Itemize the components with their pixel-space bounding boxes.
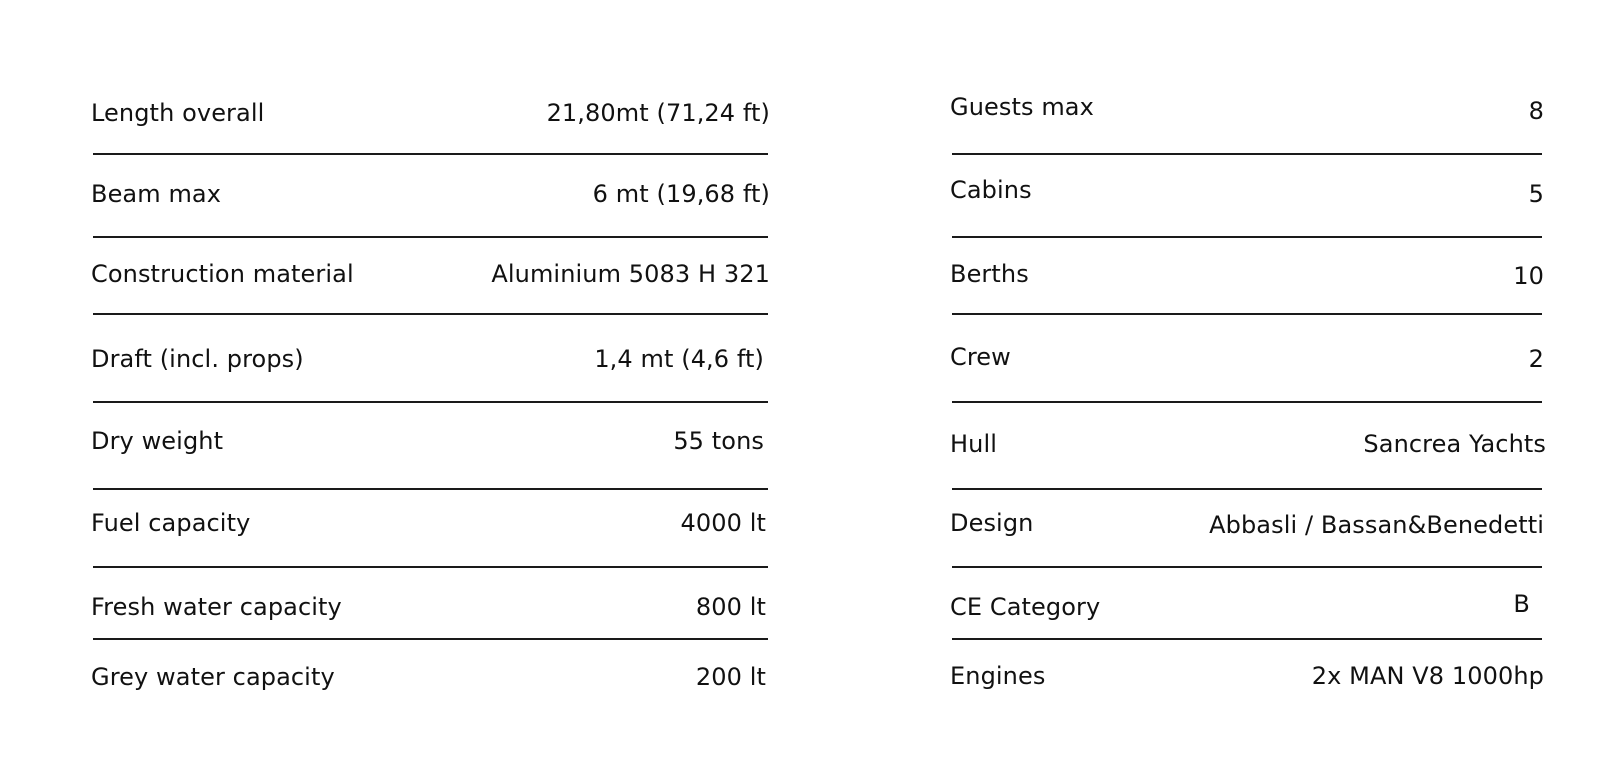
row-divider	[93, 153, 768, 155]
spec-value: Aluminium 5083 H 321	[491, 260, 770, 288]
spec-label: Construction material	[91, 260, 354, 288]
spec-row-dry-weight	[93, 421, 768, 461]
spec-value: 2x MAN V8 1000hp	[1311, 662, 1544, 690]
row-divider	[93, 638, 768, 640]
row-divider	[952, 401, 1542, 403]
spec-label: Hull	[950, 430, 997, 458]
spec-row-berths	[952, 254, 1542, 294]
row-divider	[93, 488, 768, 490]
spec-value: 800 lt	[695, 593, 766, 621]
spec-label: Crew	[950, 343, 1011, 371]
spec-value: 21,80mt (71,24 ft)	[546, 99, 770, 127]
spec-value: Abbasli / Bassan&Benedetti	[1209, 511, 1544, 539]
spec-label: Fresh water capacity	[91, 593, 342, 621]
row-divider	[952, 488, 1542, 490]
spec-row-fresh-water-capacity	[93, 587, 768, 627]
spec-label: Beam max	[91, 180, 222, 208]
spec-row-fuel-capacity	[93, 503, 768, 543]
spec-label: CE Category	[950, 593, 1101, 621]
spec-value: 5	[1528, 180, 1544, 208]
spec-label: Grey water capacity	[91, 663, 335, 691]
spec-value: 10	[1513, 262, 1544, 290]
spec-row-draft	[93, 339, 768, 379]
spec-row-crew	[952, 337, 1542, 377]
spec-value: 2	[1528, 345, 1544, 373]
spec-row-engines	[952, 656, 1542, 696]
spec-value: 4000 lt	[680, 509, 766, 537]
spec-label: Cabins	[950, 176, 1032, 204]
spec-value: 8	[1528, 97, 1544, 125]
spec-row-beam-max	[93, 174, 768, 214]
spec-label: Dry weight	[91, 427, 224, 455]
row-divider	[93, 566, 768, 568]
spec-value: Sancrea Yachts	[1363, 430, 1546, 458]
spec-row-design	[952, 503, 1542, 543]
spec-value: B	[1513, 590, 1530, 618]
row-divider	[952, 236, 1542, 238]
spec-value: 200 lt	[695, 663, 766, 691]
spec-label: Engines	[950, 662, 1046, 690]
spec-label: Guests max	[950, 93, 1094, 121]
spec-row-ce-category	[952, 587, 1542, 627]
spec-label: Fuel capacity	[91, 509, 251, 537]
spec-value: 55 tons	[673, 427, 764, 455]
spec-label: Design	[950, 509, 1034, 537]
row-divider	[952, 566, 1542, 568]
row-divider	[952, 638, 1542, 640]
spec-row-length-overall	[93, 93, 768, 133]
spec-row-guests-max	[952, 87, 1542, 127]
row-divider	[952, 313, 1542, 315]
row-divider	[93, 401, 768, 403]
spec-row-construction-material	[93, 254, 768, 294]
spec-row-cabins	[952, 170, 1542, 210]
spec-row-grey-water-capacity	[93, 657, 768, 697]
row-divider	[93, 313, 768, 315]
row-divider	[952, 153, 1542, 155]
spec-row-hull	[950, 424, 1546, 464]
spec-label: Length overall	[91, 99, 265, 127]
spec-label: Berths	[950, 260, 1029, 288]
spec-value: 6 mt (19,68 ft)	[592, 180, 770, 208]
spec-value: 1,4 mt (4,6 ft)	[594, 345, 764, 373]
spec-label: Draft (incl. props)	[91, 345, 304, 373]
row-divider	[93, 236, 768, 238]
